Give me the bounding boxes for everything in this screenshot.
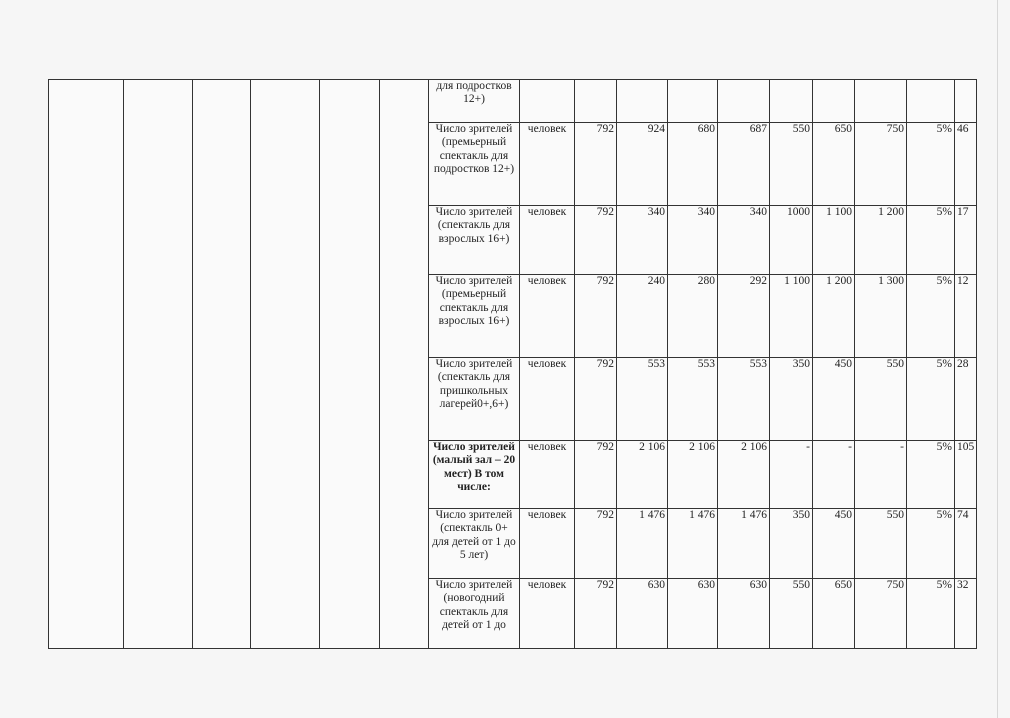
value-cell: 650: [813, 579, 855, 649]
merged-cell-2: [124, 80, 193, 649]
value-cell: 1000: [770, 206, 813, 275]
value-cell: 650: [813, 123, 855, 206]
deviation-value-cell: 28: [955, 358, 977, 441]
value-cell: 553: [617, 358, 668, 441]
okei-code-cell: 792: [575, 358, 617, 441]
value-cell: -: [813, 441, 855, 509]
value-cell: 1 200: [855, 206, 907, 275]
deviation-value-cell: 12: [955, 275, 977, 358]
deviation-percent-cell: 5%: [907, 206, 955, 275]
value-cell: 340: [668, 206, 718, 275]
merged-cell-5: [320, 80, 380, 649]
value-cell: [718, 80, 770, 123]
value-cell: 553: [668, 358, 718, 441]
unit-cell: человек: [520, 206, 575, 275]
value-cell: 550: [855, 358, 907, 441]
value-cell: 924: [617, 123, 668, 206]
value-cell: 687: [718, 123, 770, 206]
okei-code-cell: 792: [575, 579, 617, 649]
value-cell: [770, 80, 813, 123]
value-cell: 750: [855, 123, 907, 206]
deviation-percent-cell: 5%: [907, 358, 955, 441]
value-cell: 350: [770, 358, 813, 441]
value-cell: 280: [668, 275, 718, 358]
unit-cell: [520, 80, 575, 123]
value-cell: 350: [770, 509, 813, 579]
unit-cell: человек: [520, 123, 575, 206]
deviation-percent-cell: 5%: [907, 579, 955, 649]
value-cell: 240: [617, 275, 668, 358]
deviation-value-cell: 46: [955, 123, 977, 206]
okei-code-cell: [575, 80, 617, 123]
value-cell: 550: [770, 123, 813, 206]
indicator-cell: Число зрителей (спектакль 0+ для детей от 1 до 5 лет): [429, 509, 520, 579]
value-cell: 630: [668, 579, 718, 649]
value-cell: 450: [813, 509, 855, 579]
value-cell: 630: [718, 579, 770, 649]
value-cell: 1 200: [813, 275, 855, 358]
deviation-percent-cell: 5%: [907, 123, 955, 206]
value-cell: 450: [813, 358, 855, 441]
unit-cell: человек: [520, 441, 575, 509]
indicator-cell: Число зрителей (новогодний спектакль для детей от 1 до: [429, 579, 520, 649]
deviation-value-cell: 74: [955, 509, 977, 579]
indicator-cell-bold: Число зрителей (малый зал – 20 мест) В том числе:: [429, 441, 520, 509]
deviation-percent-cell: 5%: [907, 441, 955, 509]
value-cell: [855, 80, 907, 123]
deviation-percent-cell: [907, 80, 955, 123]
okei-code-cell: 792: [575, 275, 617, 358]
value-cell: 1 100: [813, 206, 855, 275]
value-cell: [668, 80, 718, 123]
value-cell: 550: [770, 579, 813, 649]
value-cell: 750: [855, 579, 907, 649]
unit-cell: человек: [520, 579, 575, 649]
value-cell: 680: [668, 123, 718, 206]
value-cell: 340: [718, 206, 770, 275]
deviation-percent-cell: 5%: [907, 509, 955, 579]
table-row: [49, 80, 977, 123]
deviation-value-cell: 32: [955, 579, 977, 649]
okei-code-cell: 792: [575, 123, 617, 206]
value-cell: [813, 80, 855, 123]
merged-cell-4: [251, 80, 320, 649]
unit-cell: человек: [520, 358, 575, 441]
merged-cell-1: [49, 80, 124, 649]
value-cell: 2 106: [718, 441, 770, 509]
deviation-percent-cell: 5%: [907, 275, 955, 358]
value-cell: 1 476: [718, 509, 770, 579]
value-cell: 292: [718, 275, 770, 358]
indicator-cell: Число зрителей (премьерный спектакль для взрослых 16+): [429, 275, 520, 358]
okei-code-cell: 792: [575, 206, 617, 275]
value-cell: 1 300: [855, 275, 907, 358]
indicator-cell: Число зрителей (премьерный спектакль для подростков 12+): [429, 123, 520, 206]
value-cell: [617, 80, 668, 123]
deviation-value-cell: [955, 80, 977, 123]
value-cell: 2 106: [668, 441, 718, 509]
deviation-value-cell: 17: [955, 206, 977, 275]
value-cell: 1 476: [668, 509, 718, 579]
merged-cell-3: [193, 80, 251, 649]
value-cell: 630: [617, 579, 668, 649]
value-cell: 2 106: [617, 441, 668, 509]
value-cell: -: [770, 441, 813, 509]
okei-code-cell: 792: [575, 441, 617, 509]
indicator-cell: Число зрителей (спектакль для взрослых 16+): [429, 206, 520, 275]
indicator-cell: Число зрителей (спектакль для пришкольных лагерей0+,6+): [429, 358, 520, 441]
unit-cell: человек: [520, 275, 575, 358]
indicator-cell: для подростков 12+): [429, 80, 520, 123]
okei-code-cell: 792: [575, 509, 617, 579]
value-cell: 340: [617, 206, 668, 275]
unit-cell: человек: [520, 509, 575, 579]
value-cell: -: [855, 441, 907, 509]
merged-cell-6: [380, 80, 429, 649]
deviation-value-cell: 105: [955, 441, 977, 509]
value-cell: 553: [718, 358, 770, 441]
value-cell: 1 100: [770, 275, 813, 358]
value-cell: 1 476: [617, 509, 668, 579]
page-edge-line: [997, 0, 998, 718]
value-cell: 550: [855, 509, 907, 579]
indicators-table: [48, 79, 977, 649]
